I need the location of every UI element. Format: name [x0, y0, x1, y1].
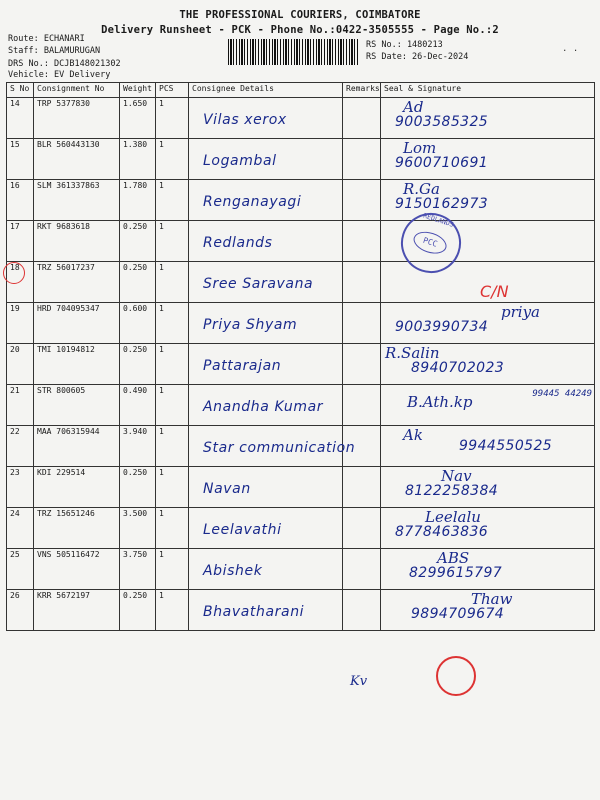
- table-row: [7, 508, 595, 549]
- row-weight: 0.250: [120, 344, 156, 385]
- row-pcs: 1: [156, 508, 189, 549]
- handwritten-signature: Ak: [403, 426, 423, 444]
- handwritten-signature: B.Ath.kp: [407, 393, 473, 411]
- row-sno: 24: [7, 508, 34, 549]
- row-weight: 3.750: [120, 549, 156, 590]
- receiver-phone: 9003990734: [395, 319, 489, 335]
- footer-signature: Kv: [350, 674, 368, 689]
- row-remarks: [343, 467, 381, 508]
- col-consignment: Consignment No: [34, 83, 120, 98]
- corner-marks: . .: [562, 44, 579, 54]
- row-consignee-cell: [189, 180, 343, 221]
- row-signature-cell: [381, 549, 595, 590]
- row-consignee-cell: [189, 508, 343, 549]
- row-sno: 22: [7, 426, 34, 467]
- table-row: [7, 467, 595, 508]
- row-consignment-no: VNS 505116472: [34, 549, 120, 590]
- row-consignment-no: KRR 5672197: [34, 590, 120, 631]
- row-weight: 0.250: [120, 467, 156, 508]
- row-signature-cell: [381, 508, 595, 549]
- row-pcs: 1: [156, 139, 189, 180]
- row-remarks: [343, 262, 381, 303]
- table-row: [7, 180, 595, 221]
- receiver-phone: 8940702023: [411, 360, 505, 376]
- row-consignment-no: TMI 10194812: [34, 344, 120, 385]
- row-remarks: [343, 98, 381, 139]
- row-pcs: 1: [156, 221, 189, 262]
- vehicle-field: Vehicle: EV Delivery: [8, 70, 111, 80]
- row-pcs: 1: [156, 467, 189, 508]
- handwritten-signature: Leelalu: [425, 508, 481, 526]
- row-pcs: 1: [156, 303, 189, 344]
- consignee-name: Abishek: [203, 563, 263, 579]
- row-weight: 3.500: [120, 508, 156, 549]
- row-weight: 1.380: [120, 139, 156, 180]
- consignee-name: Pattarajan: [203, 358, 282, 374]
- consignee-name: Navan: [203, 481, 251, 497]
- red-handwritten-note: C/N: [480, 282, 509, 301]
- consignee-name: Renganayagi: [203, 194, 302, 210]
- row-remarks: [343, 549, 381, 590]
- row-consignee-cell: [189, 303, 343, 344]
- row-signature-cell: [381, 139, 595, 180]
- row-weight: 1.650: [120, 98, 156, 139]
- route-field: Route: ECHANARI: [8, 34, 85, 44]
- row-weight: 0.250: [120, 590, 156, 631]
- handwritten-signature: priya: [501, 303, 540, 321]
- barcode: [228, 39, 360, 65]
- row-consignee-cell: [189, 590, 343, 631]
- row-signature-cell: [381, 303, 595, 344]
- row-consignee-cell: [189, 98, 343, 139]
- row-pcs: 1: [156, 385, 189, 426]
- table-row: [7, 549, 595, 590]
- row-remarks: [343, 303, 381, 344]
- row-sno: 15: [7, 139, 34, 180]
- row-weight: 1.780: [120, 180, 156, 221]
- stamp-text: REDLANDS: [422, 211, 455, 229]
- runsheet-title: Delivery Runsheet - PCK - Phone No.:0422-3505555 - Page No.:2: [101, 24, 499, 36]
- table-header-row: [7, 83, 595, 98]
- col-sno: S No: [7, 83, 34, 98]
- receiver-phone: 8122258384: [405, 483, 499, 499]
- row-remarks: [343, 221, 381, 262]
- company-title: THE PROFESSIONAL COURIERS, COIMBATORE: [179, 9, 421, 21]
- row-consignment-no: SLM 361337863: [34, 180, 120, 221]
- row-consignee-cell: [189, 221, 343, 262]
- row-remarks: [343, 139, 381, 180]
- table-row: [7, 385, 595, 426]
- row-weight: 3.940: [120, 426, 156, 467]
- row-weight: 0.490: [120, 385, 156, 426]
- col-signature: Seal & Signature: [381, 83, 595, 98]
- consignee-name: Logambal: [203, 153, 277, 169]
- consignee-name: Priya Shyam: [203, 317, 298, 333]
- row-consignment-no: TRZ 15651246: [34, 508, 120, 549]
- staff-field: Staff: BALAMURUGAN: [8, 46, 101, 56]
- row-pcs: 1: [156, 262, 189, 303]
- row-sno: 25: [7, 549, 34, 590]
- consignee-name: Anandha Kumar: [203, 399, 324, 415]
- table-row: [7, 590, 595, 631]
- receiver-phone: 8299615797: [409, 565, 503, 581]
- row-consignee-cell: [189, 385, 343, 426]
- receiver-phone: 9150162973: [395, 196, 489, 212]
- row-signature-cell: [381, 590, 595, 631]
- row-consignment-no: BLR 560443130: [34, 139, 120, 180]
- row-pcs: 1: [156, 98, 189, 139]
- row-sno: 17: [7, 221, 34, 262]
- table-row: [7, 98, 595, 139]
- rs-number: RS No.: 1480213: [366, 40, 443, 50]
- table-row: [7, 221, 595, 262]
- red-circle-mark: [3, 262, 25, 284]
- receiver-phone: 9600710691: [395, 155, 489, 171]
- row-signature-cell: [381, 211, 595, 262]
- row-sno: 14: [7, 98, 34, 139]
- receiver-phone: 8778463836: [395, 524, 489, 540]
- row-remarks: [343, 385, 381, 426]
- row-sno: 18: [7, 262, 34, 303]
- handwritten-signature: Ad: [403, 98, 424, 116]
- row-sno: 21: [7, 385, 34, 426]
- row-consignment-no: RKT 9683618: [34, 221, 120, 262]
- consignee-name: Sree Saravana: [203, 276, 314, 292]
- table-row: [7, 303, 595, 344]
- handwritten-signature: R.Salin: [385, 344, 440, 362]
- handwritten-signature: R.Ga: [403, 180, 440, 198]
- row-consignment-no: HRD 704095347: [34, 303, 120, 344]
- row-signature-cell: [381, 344, 595, 385]
- row-remarks: [343, 508, 381, 549]
- row-signature-cell: [381, 180, 595, 221]
- row-remarks: [343, 590, 381, 631]
- row-consignment-no: MAA 706315944: [34, 426, 120, 467]
- row-remarks: [343, 344, 381, 385]
- row-signature-cell: [381, 98, 595, 139]
- row-signature-cell: [381, 385, 595, 426]
- table-row: [7, 139, 595, 180]
- row-weight: 0.250: [120, 262, 156, 303]
- row-sno: 23: [7, 467, 34, 508]
- consignee-name: Star communication: [203, 440, 356, 456]
- row-pcs: 1: [156, 180, 189, 221]
- table-row: [7, 344, 595, 385]
- handwritten-signature: Thaw: [471, 590, 513, 608]
- handwritten-signature: Lom: [403, 139, 437, 157]
- row-consignee-cell: [189, 344, 343, 385]
- row-pcs: 1: [156, 590, 189, 631]
- row-consignee-cell: [189, 139, 343, 180]
- runsheet-table: [6, 82, 595, 631]
- consignee-name: Vilas xerox: [203, 112, 287, 128]
- col-remarks: Remarks: [343, 83, 381, 98]
- handwritten-signature: ABS: [437, 549, 470, 567]
- row-pcs: 1: [156, 426, 189, 467]
- col-weight: Weight: [120, 83, 156, 98]
- row-pcs: 1: [156, 344, 189, 385]
- row-sno: 16: [7, 180, 34, 221]
- handwritten-phone-note: 99445 44249: [532, 389, 592, 399]
- col-consignee: Consignee Details: [189, 83, 343, 98]
- handwritten-signature: Nav: [441, 467, 472, 485]
- consignee-name: Leelavathi: [203, 522, 282, 538]
- row-pcs: 1: [156, 549, 189, 590]
- row-consignment-no: TRZ 56017237: [34, 262, 120, 303]
- row-sno: 19: [7, 303, 34, 344]
- row-sno: 20: [7, 344, 34, 385]
- col-pcs: PCS: [156, 83, 189, 98]
- red-circle-mark: [436, 656, 476, 696]
- receiver-phone: 9894709674: [411, 606, 505, 622]
- row-consignee-cell: [189, 467, 343, 508]
- receiver-phone: 9003585325: [395, 114, 489, 130]
- row-weight: 0.600: [120, 303, 156, 344]
- row-weight: 0.250: [120, 221, 156, 262]
- stamp-inner-text: PCC: [411, 228, 450, 258]
- row-sno: 26: [7, 590, 34, 631]
- consignee-name: Redlands: [203, 235, 273, 251]
- row-consignment-no: TRP 5377830: [34, 98, 120, 139]
- row-signature-cell: [381, 467, 595, 508]
- row-consignee-cell: [189, 549, 343, 590]
- row-consignment-no: STR 800605: [34, 385, 120, 426]
- row-consignment-no: KDI 229514: [34, 467, 120, 508]
- row-remarks: [343, 180, 381, 221]
- row-signature-cell: [381, 426, 595, 467]
- row-consignee-cell: [189, 426, 356, 467]
- consignee-name: Bhavatharani: [203, 604, 305, 620]
- drs-field: DRS No.: DCJB148021302: [8, 59, 121, 69]
- rs-date: RS Date: 26-Dec-2024: [366, 52, 469, 62]
- row-consignee-cell: [189, 262, 343, 303]
- table-row: [7, 426, 595, 467]
- receiver-phone: 9944550525: [459, 438, 553, 454]
